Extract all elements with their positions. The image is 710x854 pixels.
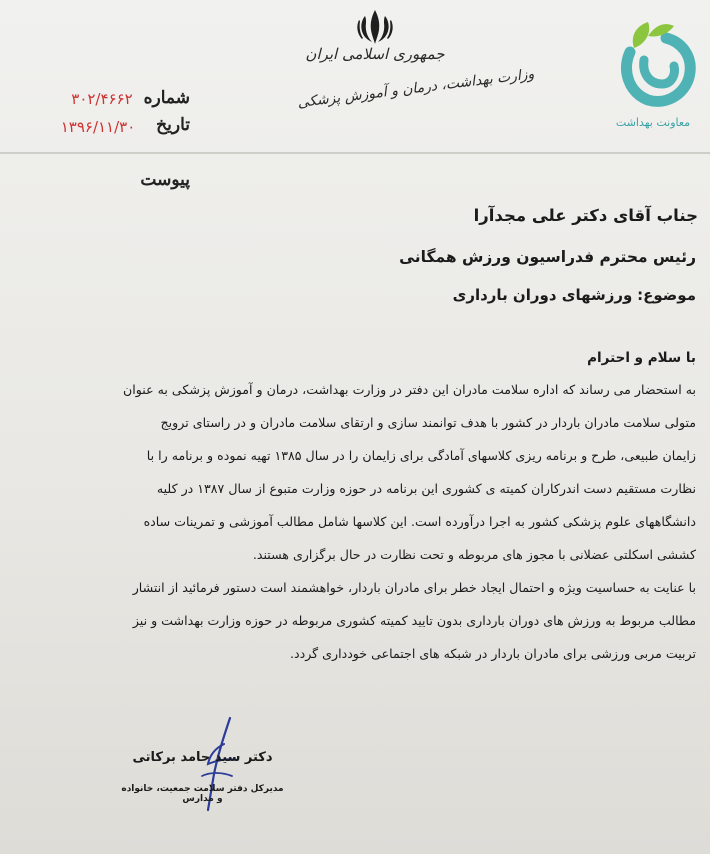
subject-label: موضوع: [637, 286, 696, 304]
body-line: متولی سلامت مادران باردار در کشور با هدف توانمند سازی و ارتقای سلامت مادران و در راستای ترویج [160, 415, 696, 430]
body-line: مطالب مربوط به ورزش های دوران بارداری بدون تایید کمیته کشوری مربوطه در حوزه وزارت بهداشت و نیز [132, 613, 696, 628]
subject-text: ورزشهای دوران بارداری [452, 286, 633, 304]
signatory-position: مدیرکل دفتر سلامت جمعیت، خانواده و مدارس [121, 784, 284, 804]
attachment-label: پیوست [140, 170, 190, 190]
date-label: تاریخ [156, 115, 190, 135]
paper-fold-line [0, 152, 710, 154]
logo-caption: معاونت بهداشت [615, 116, 691, 129]
letter-date: ۱۳۹۶/۱۱/۳۰ [60, 118, 136, 136]
body-line: زایمان طبیعی، طرح و برنامه ریزی کلاسهای آمادگی برای زایمان را در سال ۱۳۸۵ تهیه نموده و برنامه را با [146, 448, 696, 463]
greeting: با سلام و احترام [587, 350, 696, 366]
addressee-name: جناب آقای دکتر علی مجدآرا [473, 206, 698, 225]
body-line: کششی اسکلتی عضلانی با مجوز های مربوطه و تحت نظارت در حال برگزاری هستند. [252, 547, 696, 562]
number-label: شماره [143, 88, 190, 108]
subject-line [453, 286, 696, 304]
addressee-title: رئیس محترم فدراسیون ورزش همگانی [399, 248, 696, 266]
iran-emblem-icon [354, 8, 396, 46]
ministry-name: وزارت بهداشت، درمان و آموزش پزشکی [296, 66, 536, 112]
body-line: دانشگاههای علوم پزشکی کشور به اجرا درآورده است. این کلاسها شامل مطالب آموزشی و تمرینات ساده [143, 514, 696, 529]
country-name: جمهوری اسلامی ایران [305, 45, 445, 63]
signatory-name: دکتر سید حامد برکاتی [132, 750, 273, 765]
health-deputy-logo [604, 12, 702, 130]
letter-number: ۳۰۲/۴۶۶۲ [71, 90, 133, 108]
body-line: تربیت مربی ورزشی برای مادران باردار در شبکه های اجتماعی خودداری گردد. [289, 646, 696, 661]
body-line: به استحضار می رساند که اداره سلامت مادران این دفتر در وزارت بهداشت، درمان و آموزش پزشکی به عنوان [123, 382, 696, 397]
health-deputy-logo-icon [604, 12, 702, 112]
body-line: نظارت مستقیم دست اندرکاران کمیته ی کشوری این برنامه در حوزه وزارت متبوع از سال ۱۳۸۷ در کلیه [156, 481, 696, 496]
body-line: با عنایت به حساسیت ویژه و احتمال ایجاد خطر برای مادران باردار، خواهشمند است دستور فرمائید از انتشار [132, 580, 696, 595]
